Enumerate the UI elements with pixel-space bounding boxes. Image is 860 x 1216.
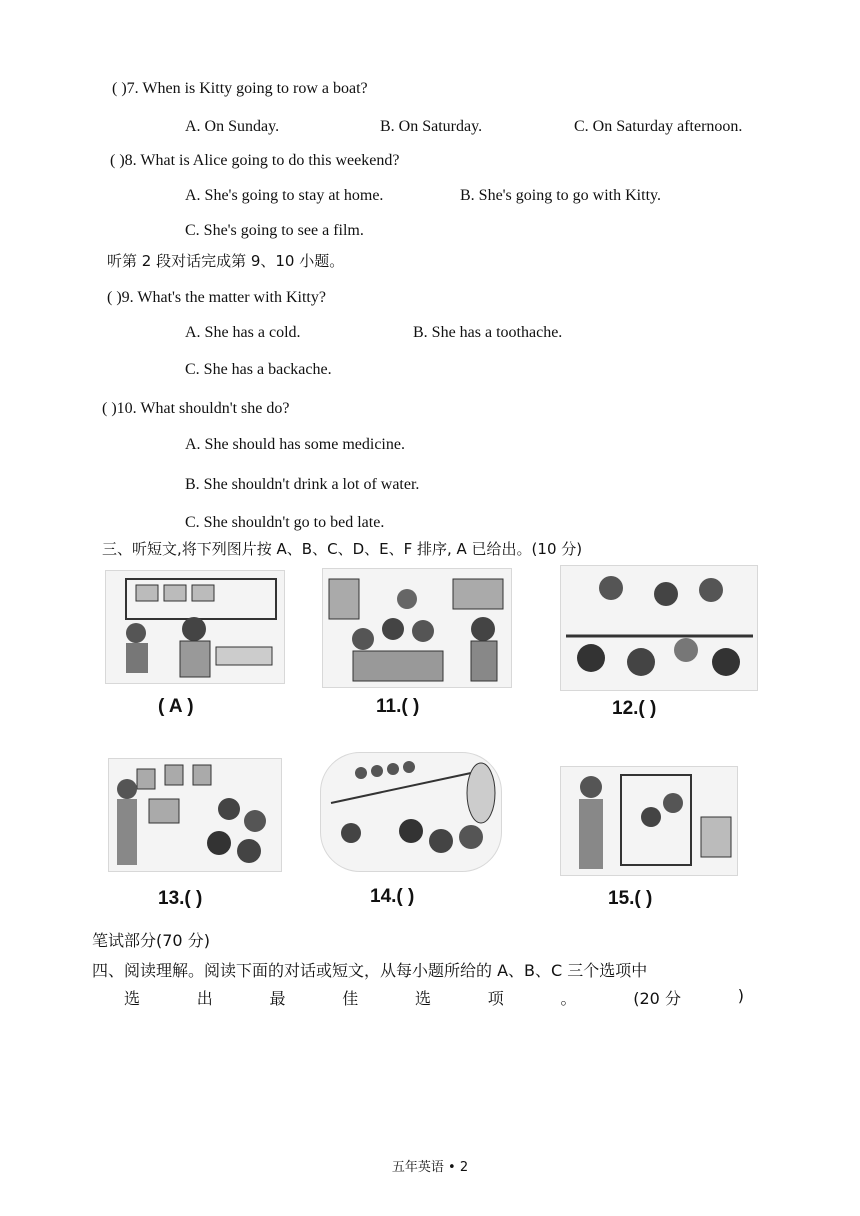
option-a: A. She has a cold. xyxy=(185,324,301,341)
option-a: A. She's going to stay at home. xyxy=(185,187,384,204)
page-footer: 五年英语 • 2 xyxy=(391,1160,469,1175)
picture-13-label[interactable]: 13.( ) xyxy=(158,888,203,909)
option-b: B. She's going to go with Kitty. xyxy=(460,187,661,204)
picture-14 xyxy=(320,752,502,872)
char: 选 xyxy=(415,989,432,1008)
char: 。 xyxy=(560,989,577,1008)
section-4-heading: 四、阅读理解。阅读下面的对话或短文，从每小题所给的 A、B、C 三个选项中 xyxy=(92,961,648,980)
answer-paren[interactable]: ( ) xyxy=(102,400,117,417)
picture-14-label[interactable]: 14.( ) xyxy=(370,886,415,907)
char: 佳 xyxy=(342,989,359,1008)
section-4-heading-continued xyxy=(124,986,744,1009)
option-a: A. On Sunday. xyxy=(185,118,280,135)
picture-12-label[interactable]: 12.( ) xyxy=(612,698,657,719)
answer-paren[interactable]: ( ) xyxy=(107,289,122,306)
picture-15-label[interactable]: 15.( ) xyxy=(608,888,653,909)
picture-13 xyxy=(108,758,282,872)
written-part-heading: 笔试部分(70 分) xyxy=(92,931,210,950)
char: 出 xyxy=(196,989,213,1008)
picture-11-label[interactable]: 11.( ) xyxy=(376,696,420,717)
question-text: 10. What shouldn't she do? xyxy=(116,400,290,417)
question-text: 8. What is Alice going to do this weekend? xyxy=(124,152,400,169)
option-b: B. She shouldn't drink a lot of water. xyxy=(185,476,420,493)
question-text: 7. When is Kitty going to row a boat? xyxy=(126,80,368,97)
question-10 xyxy=(102,400,289,418)
picture-a-label: ( A ) xyxy=(158,696,194,717)
group-illustration xyxy=(323,569,511,687)
answer-paren[interactable]: ( ) xyxy=(112,80,127,97)
dialog-2-instruction: 听第 2 段对话完成第 9、10 小题。 xyxy=(107,252,345,270)
option-b: B. She has a toothache. xyxy=(413,324,563,341)
char: ) xyxy=(737,986,744,1005)
picture-15 xyxy=(560,766,738,876)
char: 项 xyxy=(487,989,504,1008)
section-3-heading: 三、听短文,将下列图片按 A、B、C、D、E、F 排序, A 已给出。(10 分) xyxy=(102,540,583,558)
question-text: 9. What's the matter with Kitty? xyxy=(121,289,326,306)
assembly-illustration xyxy=(321,753,501,871)
char: 最 xyxy=(269,989,286,1008)
question-7 xyxy=(112,80,368,98)
option-c: C. She shouldn't go to bed late. xyxy=(185,514,385,531)
option-b: B. On Saturday. xyxy=(380,118,483,135)
gallery-illustration xyxy=(109,759,281,871)
question-8 xyxy=(110,152,399,170)
option-c: C. She has a backache. xyxy=(185,361,332,378)
picture-11 xyxy=(322,568,512,688)
char: 选 xyxy=(124,989,141,1008)
question-9 xyxy=(107,289,326,307)
classroom-illustration xyxy=(106,571,284,683)
office-illustration xyxy=(561,767,737,875)
picture-a xyxy=(105,570,285,684)
answer-paren[interactable]: ( ) xyxy=(110,152,125,169)
char: (20 分 xyxy=(633,989,681,1008)
picture-12 xyxy=(560,565,758,691)
option-c: C. She's going to see a film. xyxy=(185,222,364,239)
option-c: C. On Saturday afternoon. xyxy=(574,118,743,135)
option-a: A. She should has some medicine. xyxy=(185,436,405,453)
dinner-illustration xyxy=(561,566,757,690)
